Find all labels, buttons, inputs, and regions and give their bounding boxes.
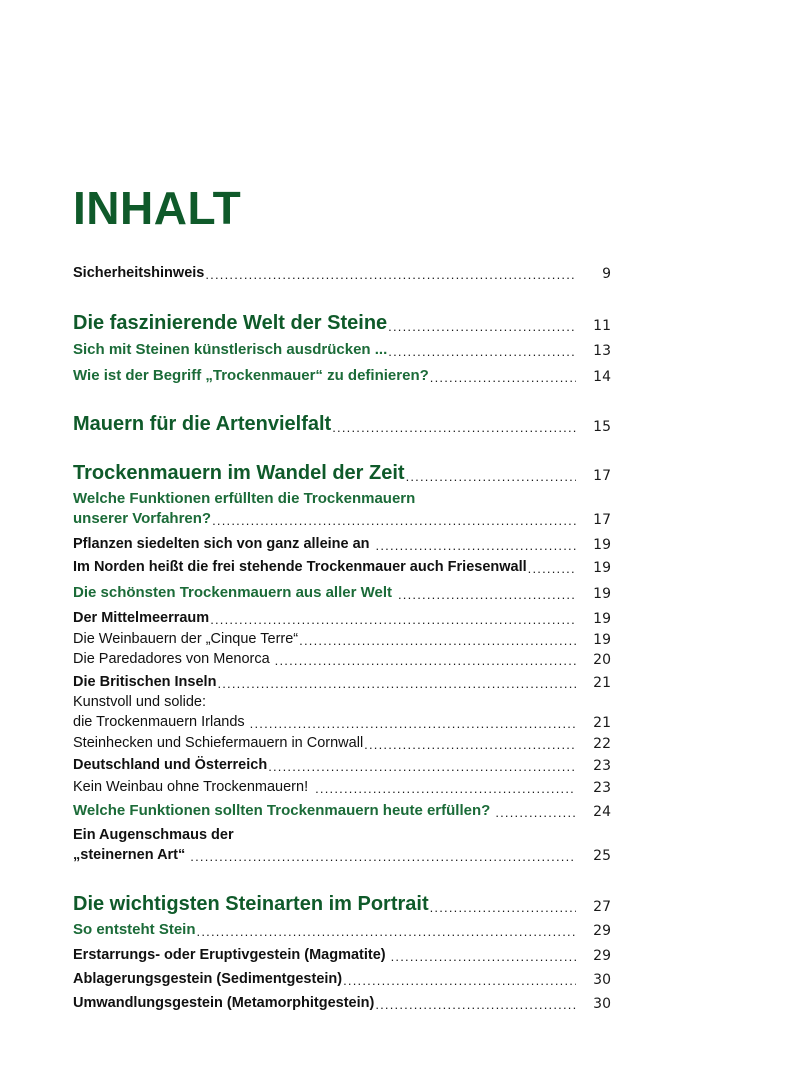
toc-entry-label: Kein Weinbau ohne Trockenmauern! [73, 779, 309, 795]
leader-dots [343, 973, 576, 988]
toc-page-number: 30 [593, 996, 611, 1012]
toc-entry-label: Pflanzen siedelten sich von ganz alleine an [73, 536, 370, 552]
toc-entry-label: Welche Funktionen sollten Trockenmauern heute erfüllen? [73, 802, 491, 819]
toc-page-number: 30 [593, 972, 611, 988]
toc-entry-label: So entsteht Stein [73, 921, 196, 938]
toc-page-number: 23 [593, 780, 611, 796]
toc-entry-label: Die faszinierende Welt der Steine [73, 312, 388, 334]
leader-dots [315, 781, 576, 796]
toc-section-funktionen-vorfahren[interactable] [73, 510, 613, 528]
toc-entry-label: Ablagerungsgestein (Sedimentgestein) [73, 971, 343, 987]
toc-section-begriff-trockenmauer[interactable] [73, 367, 613, 385]
toc-entry-britische-inseln[interactable] [73, 673, 613, 691]
toc-page-number: 27 [593, 899, 611, 915]
leader-dots [190, 849, 576, 864]
toc-entry-cinque-terre[interactable] [73, 630, 613, 648]
toc-page-number: 14 [593, 369, 611, 385]
toc-entry-label: Die wichtigsten Steinarten im Portrait [73, 893, 429, 915]
leader-dots [268, 759, 576, 774]
toc-page-number: 17 [593, 468, 611, 484]
leader-dots [299, 633, 576, 648]
toc-entry-label: „steinernen Art“ [73, 847, 186, 863]
leader-dots [391, 949, 576, 964]
toc-page-number: 19 [593, 537, 611, 553]
toc-chapter-artenvielfalt[interactable] [73, 413, 613, 435]
toc-page-number: 29 [593, 923, 611, 939]
toc-entry-label: Trockenmauern im Wandel der Zeit [73, 462, 405, 484]
toc-entry-label: Deutschland und Österreich [73, 757, 268, 773]
leader-dots [375, 997, 576, 1012]
toc-entry-cornwall[interactable] [73, 734, 613, 752]
toc-entry-mittelmeerraum[interactable] [73, 609, 613, 627]
leader-dots [197, 924, 576, 939]
page-title: INHALT [73, 182, 242, 234]
toc-chapter-steinarten[interactable] [73, 893, 613, 915]
toc-page-number: 22 [593, 736, 611, 752]
toc-page-number: 19 [593, 632, 611, 648]
toc-page-number: 20 [593, 652, 611, 668]
toc-section-schoensten-trockenmauern[interactable] [73, 584, 613, 602]
toc-entry-label: Wie ist der Begriff „Trockenmauer“ zu definieren? [73, 367, 429, 384]
leader-dots [275, 653, 576, 668]
leader-dots [495, 805, 576, 820]
leader-dots [332, 420, 576, 435]
toc-entry-label: die Trockenmauern Irlands [73, 714, 245, 730]
toc-page-number: 19 [593, 611, 611, 627]
leader-dots [210, 612, 576, 627]
toc-entry-irland[interactable] [73, 713, 613, 731]
toc-entry-label: Umwandlungsgestein (Metamorphitgestein) [73, 995, 375, 1011]
toc-entry-label: Sich mit Steinen künstlerisch ausdrücken ... [73, 341, 388, 358]
toc-entry-friesenwall[interactable] [73, 558, 613, 576]
toc-entry-augenschmaus[interactable] [73, 846, 613, 864]
leader-dots [388, 319, 576, 334]
toc-entry-label: unserer Vorfahren? [73, 510, 212, 527]
leader-dots [388, 344, 576, 359]
leader-dots [430, 370, 576, 385]
leader-dots [376, 538, 576, 553]
toc-entry-label-line1: Kunstvoll und solide: [73, 694, 206, 710]
toc-entry-label: Steinhecken und Schiefermauern in Cornwall [73, 735, 364, 751]
leader-dots [398, 587, 576, 602]
leader-dots [364, 737, 576, 752]
toc-entry-pflanzen[interactable] [73, 535, 613, 553]
toc-entry-metamorphitgestein[interactable] [73, 994, 613, 1012]
toc-page-number: 21 [593, 675, 611, 691]
leader-dots [528, 561, 576, 576]
leader-dots [430, 900, 576, 915]
toc-section-so-entsteht-stein[interactable] [73, 921, 613, 939]
toc-entry-label: Mauern für die Artenvielfalt [73, 413, 332, 435]
toc-page-number: 9 [602, 266, 611, 282]
toc-page-number: 19 [593, 560, 611, 576]
toc-page-number: 21 [593, 715, 611, 731]
toc-entry-label: Im Norden heißt die frei stehende Trockenmauer auch Friesenwall [73, 559, 527, 575]
leader-dots [406, 469, 576, 484]
toc-entry-label: Die Britischen Inseln [73, 674, 217, 690]
leader-dots [205, 267, 576, 282]
toc-entry-magmatite[interactable] [73, 946, 613, 964]
toc-chapter-wandel-der-zeit[interactable] [73, 462, 613, 484]
leader-dots [217, 676, 576, 691]
toc-entry-sedimentgestein[interactable] [73, 970, 613, 988]
toc-entry-label-line1: Ein Augenschmaus der [73, 827, 234, 843]
toc-entry-label: Der Mittelmeerraum [73, 610, 210, 626]
toc-page-number: 25 [593, 848, 611, 864]
toc-page-number: 15 [593, 419, 611, 435]
toc-page-number: 17 [593, 512, 611, 528]
toc-entry-deutschland-oesterreich[interactable] [73, 756, 613, 774]
toc-section-funktionen-heute[interactable] [73, 802, 613, 820]
toc-entry-label: Erstarrungs- oder Eruptivgestein (Magmatite) [73, 947, 386, 963]
toc-page-number: 29 [593, 948, 611, 964]
toc-page-number: 23 [593, 758, 611, 774]
toc-entry-sicherheitshinweis[interactable] [73, 264, 613, 282]
toc-chapter-welt-der-steine[interactable] [73, 312, 613, 334]
toc-page-number: 11 [593, 318, 611, 334]
toc-page-number: 13 [593, 343, 611, 359]
toc-entry-label-line1: Welche Funktionen erfüllten die Trockenmauern [73, 490, 416, 507]
toc-entry-label: Sicherheitshinweis [73, 265, 205, 281]
toc-page-number: 24 [593, 804, 611, 820]
toc-entry-label: Die schönsten Trockenmauern aus aller Welt [73, 584, 392, 601]
toc-section-kuenstlerisch[interactable] [73, 341, 613, 359]
toc-entry-label: Die Weinbauern der „Cinque Terre“ [73, 631, 299, 647]
toc-entry-menorca[interactable] [73, 650, 613, 668]
leader-dots [250, 716, 576, 731]
toc-entry-weinbau[interactable] [73, 778, 613, 796]
toc-page-number: 19 [593, 586, 611, 602]
toc-entry-label: Die Paredadores von Menorca [73, 651, 270, 667]
leader-dots [212, 513, 576, 528]
